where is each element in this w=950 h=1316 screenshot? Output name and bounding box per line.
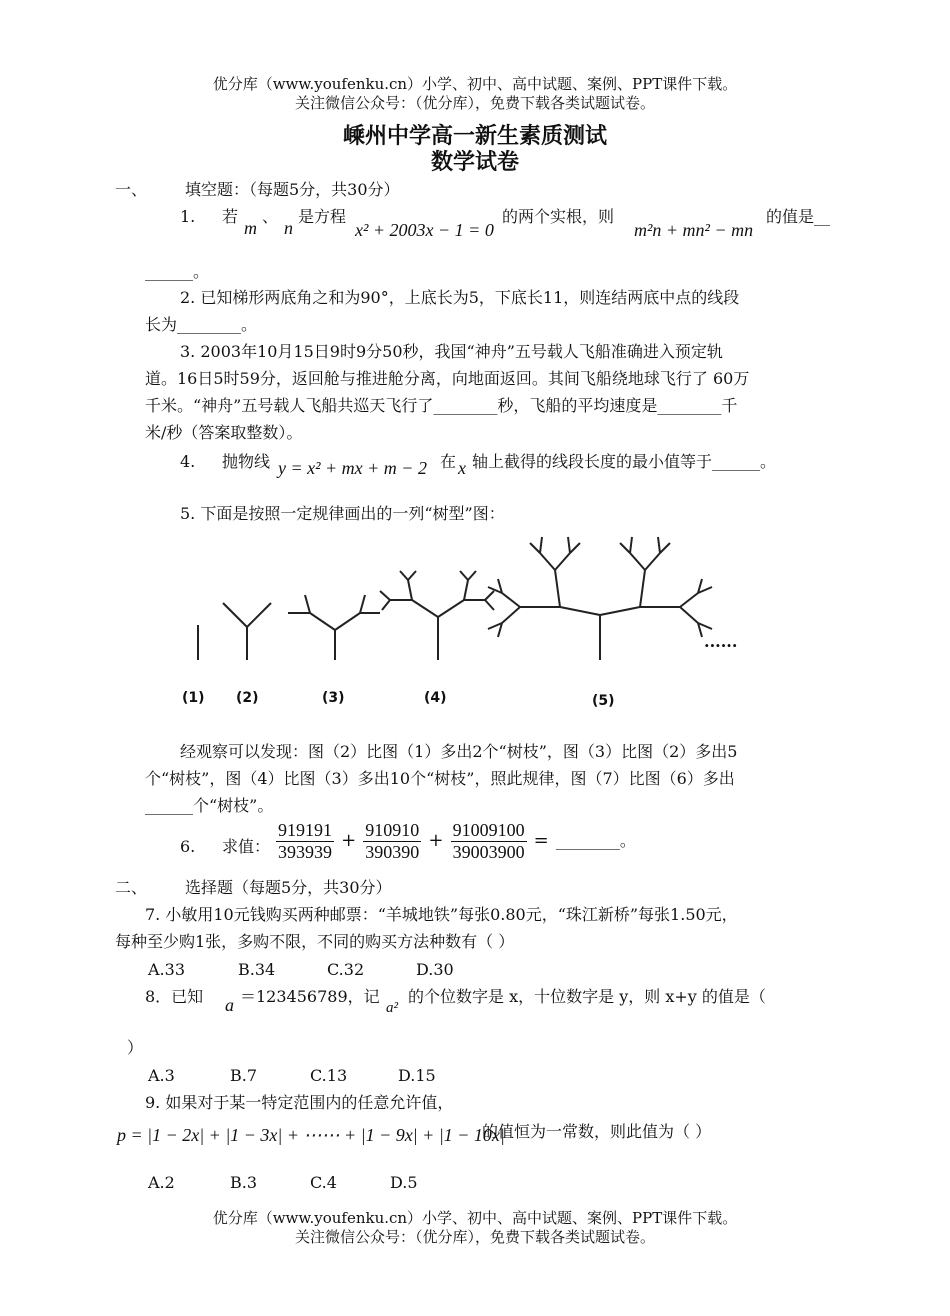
- page-subtitle: 数学试卷: [430, 150, 519, 175]
- q3-line-1: 3. 2003年10月15日9时9分50秒，我国“神舟”五号载人飞船准确进入预定轨: [180, 342, 723, 361]
- q6-blank: ________。: [555, 831, 636, 850]
- section2-number: 二、: [115, 878, 148, 897]
- q1-text-3: 的两个实根，则: [502, 207, 615, 226]
- q5b-line-2: 个“树枝”，图（4）比图（3）多出10个“树枝”，照此规律，图（7）比图（6）多出: [145, 769, 735, 788]
- q6-fraction-1: $\frac{919191}{393939}$: [278, 820, 332, 862]
- figure-label-1: (1): [182, 690, 205, 706]
- q4-text-2: 在: [440, 452, 457, 471]
- q9-text-2: 的值恒为一常数，则此值为（ ）: [482, 1122, 712, 1141]
- q1-var-m: m: [244, 218, 257, 238]
- q2-line-1: 2. 已知梯形两底角之和为90°，上底长为5，下底长11，则连结两底中点的线段: [180, 288, 740, 307]
- figure-label-2: (2): [236, 690, 259, 706]
- header-line-1: 优分库（www.youfenku.cn）小学、初中、高中试题、案例、PPT课件下载。: [212, 75, 738, 93]
- q8-option-b: B.7: [230, 1066, 258, 1085]
- q8-text-1: 8．已知: [145, 987, 204, 1006]
- q7-line-2: 每种至少购1张，多购不限，不同的购买方法种数有（ ）: [115, 932, 515, 951]
- q8-var-a-squared: a²: [386, 1000, 398, 1016]
- q7-option-a: A.33: [148, 960, 185, 979]
- q1-sep: 、: [262, 207, 279, 226]
- q1-blank: ______。: [145, 262, 210, 281]
- header-line-2: 关注微信公众号：（优分库），免费下载各类试题试卷。: [294, 94, 655, 112]
- figure-label-4: (4): [424, 690, 447, 706]
- q1-text-4: 的值是__: [766, 207, 831, 226]
- q6-text: 求值：: [222, 837, 271, 856]
- q4-number: 4.: [180, 452, 196, 471]
- q9-option-b: B.3: [230, 1173, 258, 1192]
- q8-option-a: A.3: [148, 1066, 175, 1085]
- figure-label-5: (5): [592, 693, 615, 709]
- q3-line-4: 米/秒（答案取整数）。: [145, 423, 303, 442]
- q1-number: 1.: [180, 207, 196, 226]
- page-title: 嵊州中学高一新生素质测试: [342, 124, 607, 149]
- q3-line-3: 千米。“神舟”五号载人飞船共巡天飞行了________秒，飞船的平均速度是________千: [145, 396, 738, 415]
- q7-option-d: D.30: [416, 960, 454, 979]
- q9-line-1: 9. 如果对于某一特定范围内的任意允许值，: [145, 1093, 454, 1112]
- q4-equation: y = x² + mx + m − 2: [278, 458, 427, 478]
- q1-equation: x² + 2003x − 1 = 0: [355, 220, 494, 240]
- q8-option-d: D.15: [398, 1066, 436, 1085]
- section2-label: 选择题（每题5分，共30分）: [185, 878, 392, 897]
- q6-expression: $\frac{919191}{393939}$ + $\frac{910910}{390390}$ + $\frac{91009100}{39003900}$ = ________。: [278, 820, 636, 862]
- q1-var-n: n: [284, 218, 293, 238]
- q6-number: 6.: [180, 837, 196, 856]
- q6-fraction-3: $\frac{91009100}{39003900}$: [452, 820, 525, 862]
- section1-label: 填空题：（每题5分，共30分）: [185, 180, 400, 199]
- q7-option-b: B.34: [238, 960, 276, 979]
- q4-text-3: 轴上截得的线段长度的最小值等于______。: [472, 452, 777, 471]
- q1-text-2: 是方程: [298, 207, 347, 226]
- section1-number: 一、: [115, 180, 148, 199]
- figure-label-3: (3): [322, 690, 345, 706]
- figure-continuation-dots: ......: [704, 632, 738, 651]
- q4-var-x: x: [458, 458, 466, 478]
- q9-option-a: A.2: [148, 1173, 175, 1192]
- q9-option-d: D.5: [390, 1173, 418, 1192]
- q7-option-c: C.32: [327, 960, 365, 979]
- q6-fraction-2: $\frac{910910}{390390}$: [365, 820, 420, 862]
- q4-text-1: 抛物线: [222, 452, 271, 471]
- q8-option-c: C.13: [310, 1066, 348, 1085]
- q9-option-c: C.4: [310, 1173, 337, 1192]
- q8-text-4: ）: [127, 1038, 144, 1057]
- q3-line-2: 道。16日5时59分，返回舱与推进舱分离，向地面返回。其间飞船绕地球飞行了 60万: [145, 369, 750, 388]
- q8-text-3: 的个位数字是 x，十位数字是 y，则 x+y 的值是（: [408, 987, 766, 1006]
- q8-text-2: ＝123456789，记: [240, 987, 380, 1006]
- q1-expression: m²n + mn² − mn: [634, 220, 754, 240]
- q8-var-a: a: [225, 995, 234, 1015]
- q2-line-2: 长为________。: [145, 315, 258, 334]
- q5b-line-1: 经观察可以发现：图（2）比图（1）多出2个“树枝”，图（3）比图（2）多出5: [180, 742, 738, 761]
- q5b-line-3: ______个“树枝”。: [145, 796, 274, 815]
- q9-equation: p = |1 − 2x| + |1 − 3x| + ⋯⋯ + |1 − 9x| + |1 − 10x|: [117, 1125, 505, 1145]
- q1-text-1: 若: [222, 207, 239, 226]
- q7-line-1: 7. 小敏用10元钱购买两种邮票：“羊城地铁”每张0.80元，“珠江新桥”每张1.50元，: [145, 905, 738, 924]
- footer-line-2: 关注微信公众号：（优分库），免费下载各类试题试卷。: [294, 1228, 655, 1246]
- footer-line-1: 优分库（www.youfenku.cn）小学、初中、高中试题、案例、PPT课件下载。: [212, 1209, 738, 1227]
- tree-figure: [180, 525, 760, 720]
- q5-text: 5. 下面是按照一定规律画出的一列“树型”图：: [180, 504, 505, 523]
